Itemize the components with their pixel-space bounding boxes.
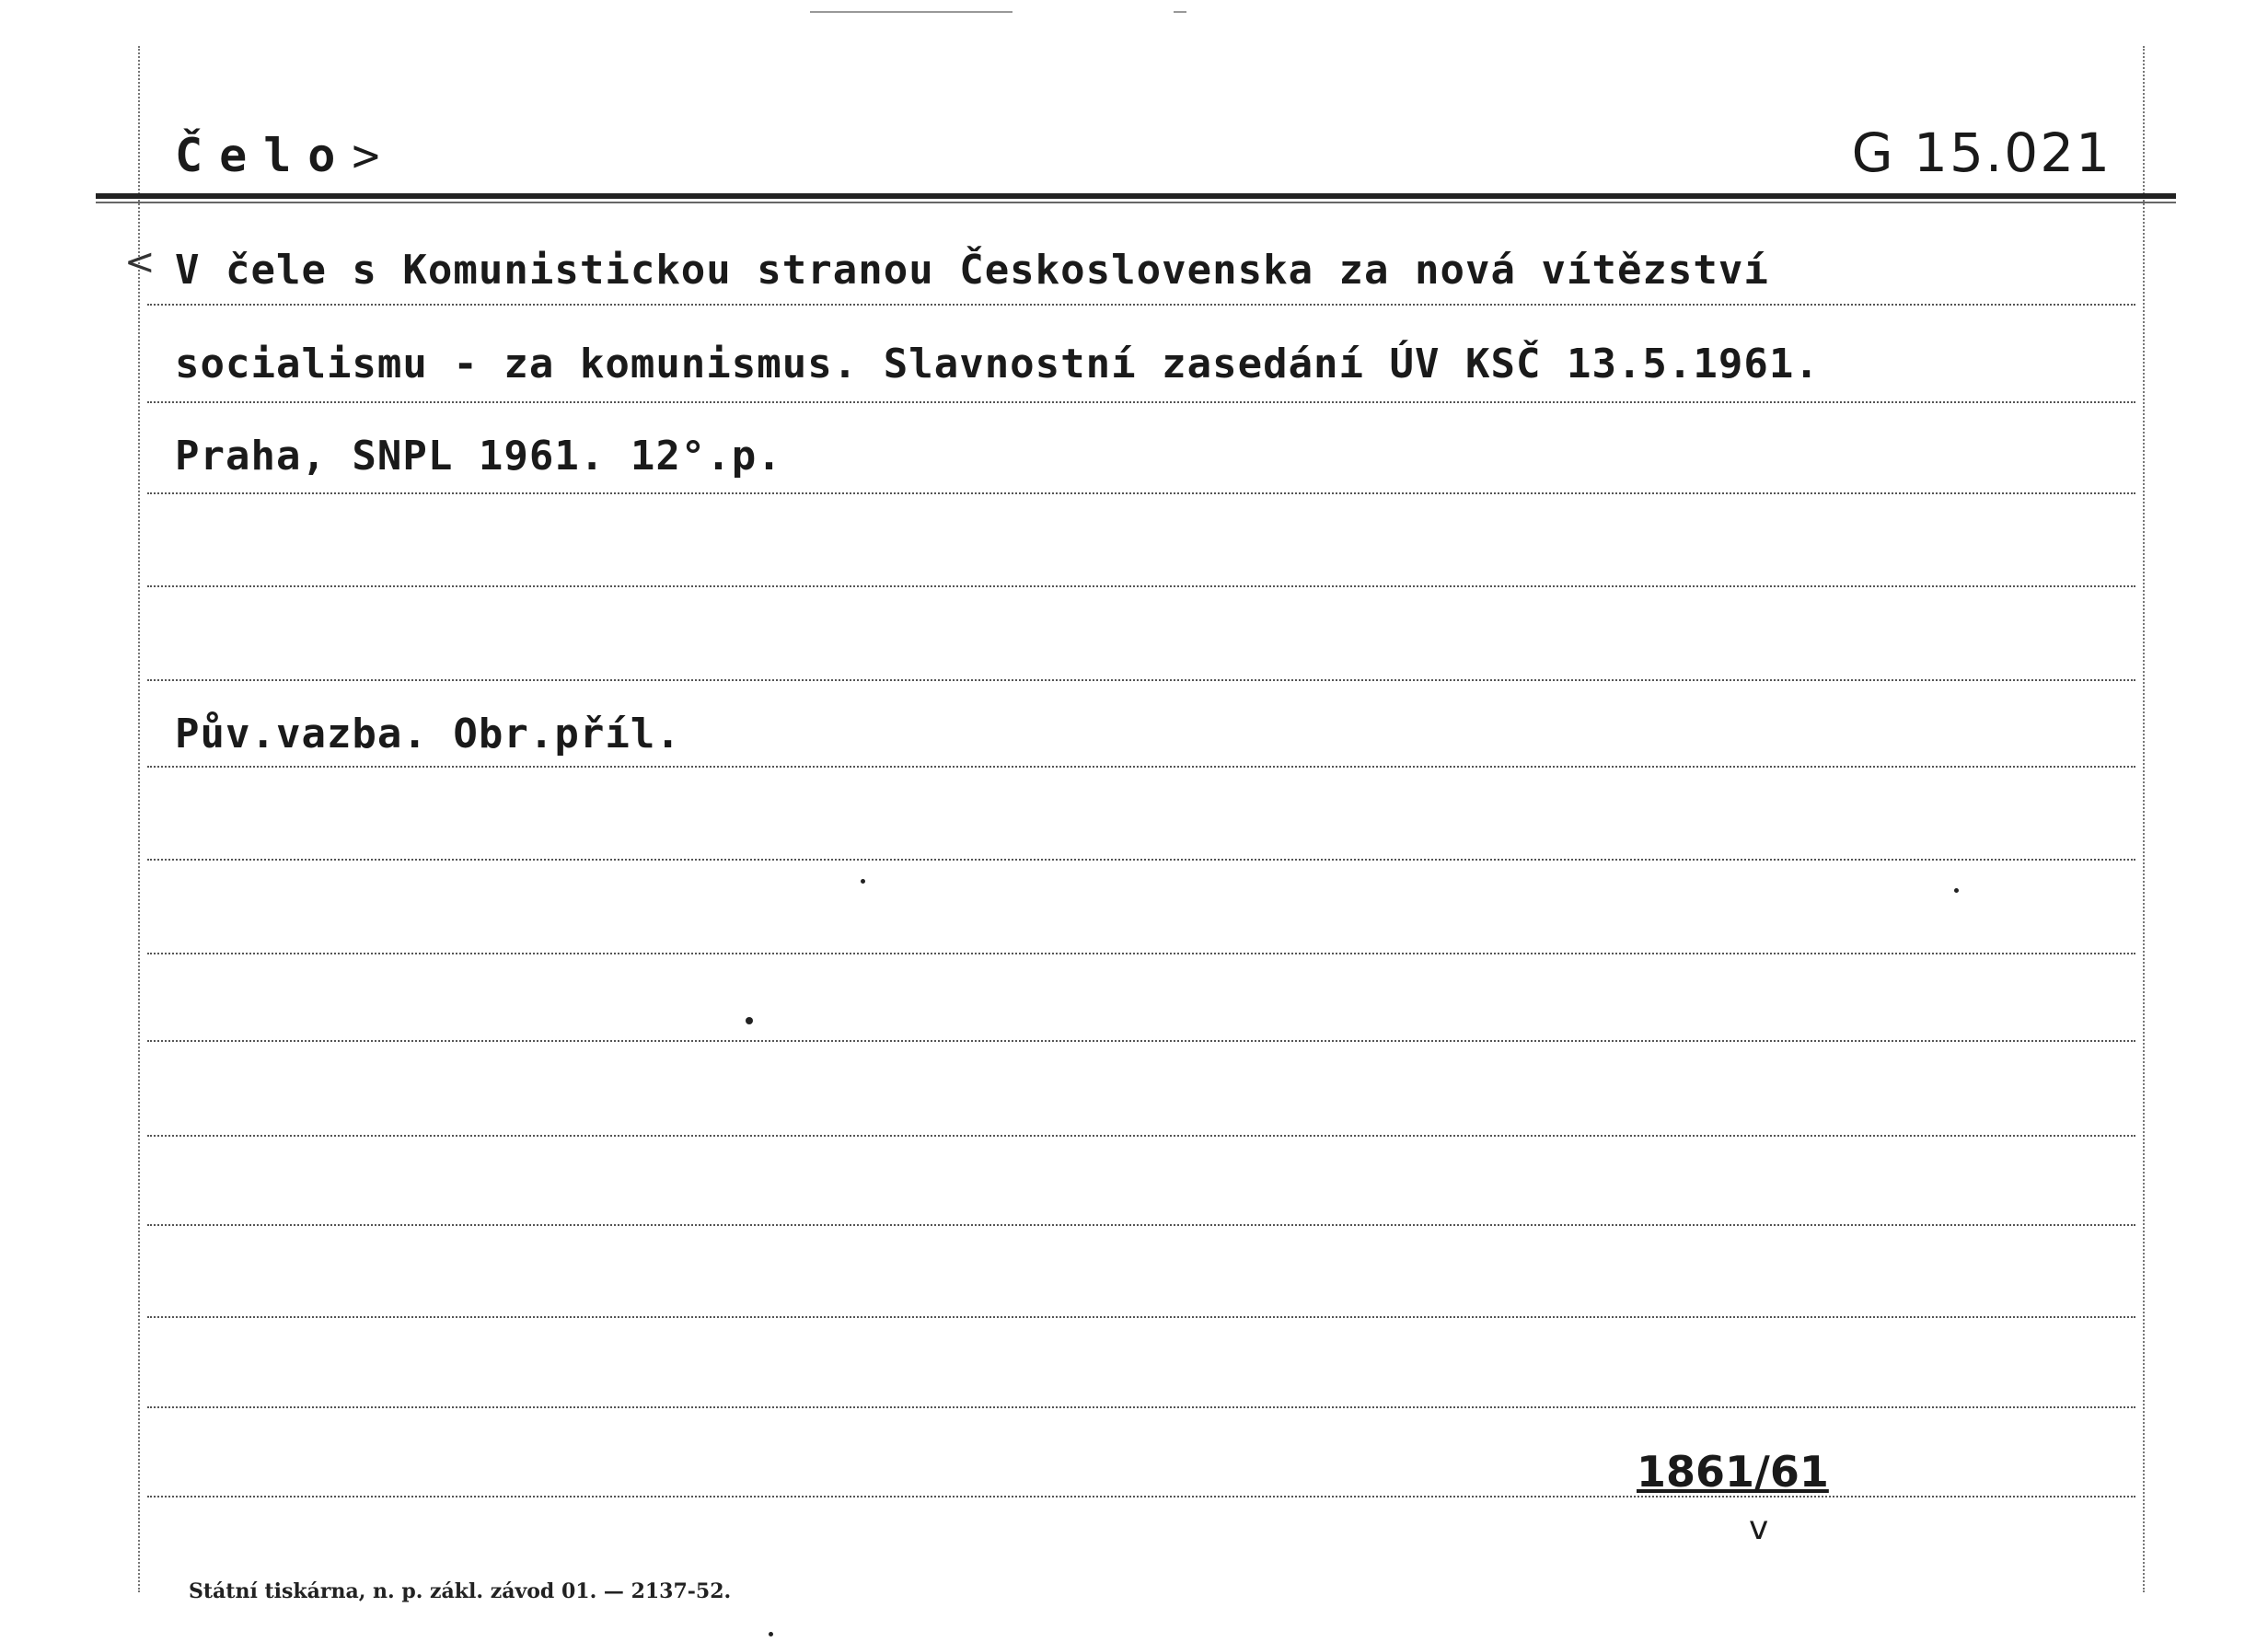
heading-mark: > (352, 129, 380, 182)
title-line-2: socialismu - za komunismus. Slavnostní zasedání ÚV KSČ 13.5.1961. (175, 341, 1820, 387)
header-rule-secondary (96, 202, 2176, 203)
ruled-line (147, 953, 2135, 954)
ruled-line (147, 585, 2135, 587)
title-line-1: V čele s Komunistickou stranou Československa za nová vítězství (175, 247, 1769, 294)
ruled-line (147, 1496, 2135, 1497)
accession-check-mark: v (1749, 1509, 1769, 1547)
ink-speck (861, 879, 865, 884)
imprint-line: Praha, SNPL 1961. 12°.p. (175, 433, 782, 480)
ruled-line (147, 1406, 2135, 1408)
ink-speck (746, 1017, 753, 1024)
ruled-line (147, 1224, 2135, 1226)
ruled-line (147, 859, 2135, 861)
ink-speck (769, 1632, 773, 1636)
top-edge-stroke (810, 11, 1012, 13)
right-margin-line (2143, 46, 2145, 1592)
ruled-line (147, 492, 2135, 494)
shelf-signature: G 15.021 (1851, 121, 2112, 184)
ruled-line (147, 766, 2135, 768)
header-rule (96, 193, 2176, 199)
ruled-line (147, 1040, 2135, 1042)
ink-speck (1954, 888, 1959, 893)
printer-imprint: Státní tiskárna, n. p. zákl. závod 01. — 2137-52. (189, 1579, 732, 1603)
ruled-line (147, 1135, 2135, 1137)
ruled-line (147, 304, 2135, 306)
card-heading (175, 129, 380, 182)
accession-number: 1861/61 (1637, 1447, 1829, 1497)
ruled-line (147, 679, 2135, 681)
top-edge-stroke (1174, 11, 1186, 13)
heading-text: Čelo (175, 129, 353, 182)
ruled-line (147, 1316, 2135, 1318)
binding-note: Pův.vazba. Obr.příl. (175, 711, 681, 757)
ruled-line (147, 401, 2135, 403)
left-insert-mark: < (124, 241, 156, 283)
